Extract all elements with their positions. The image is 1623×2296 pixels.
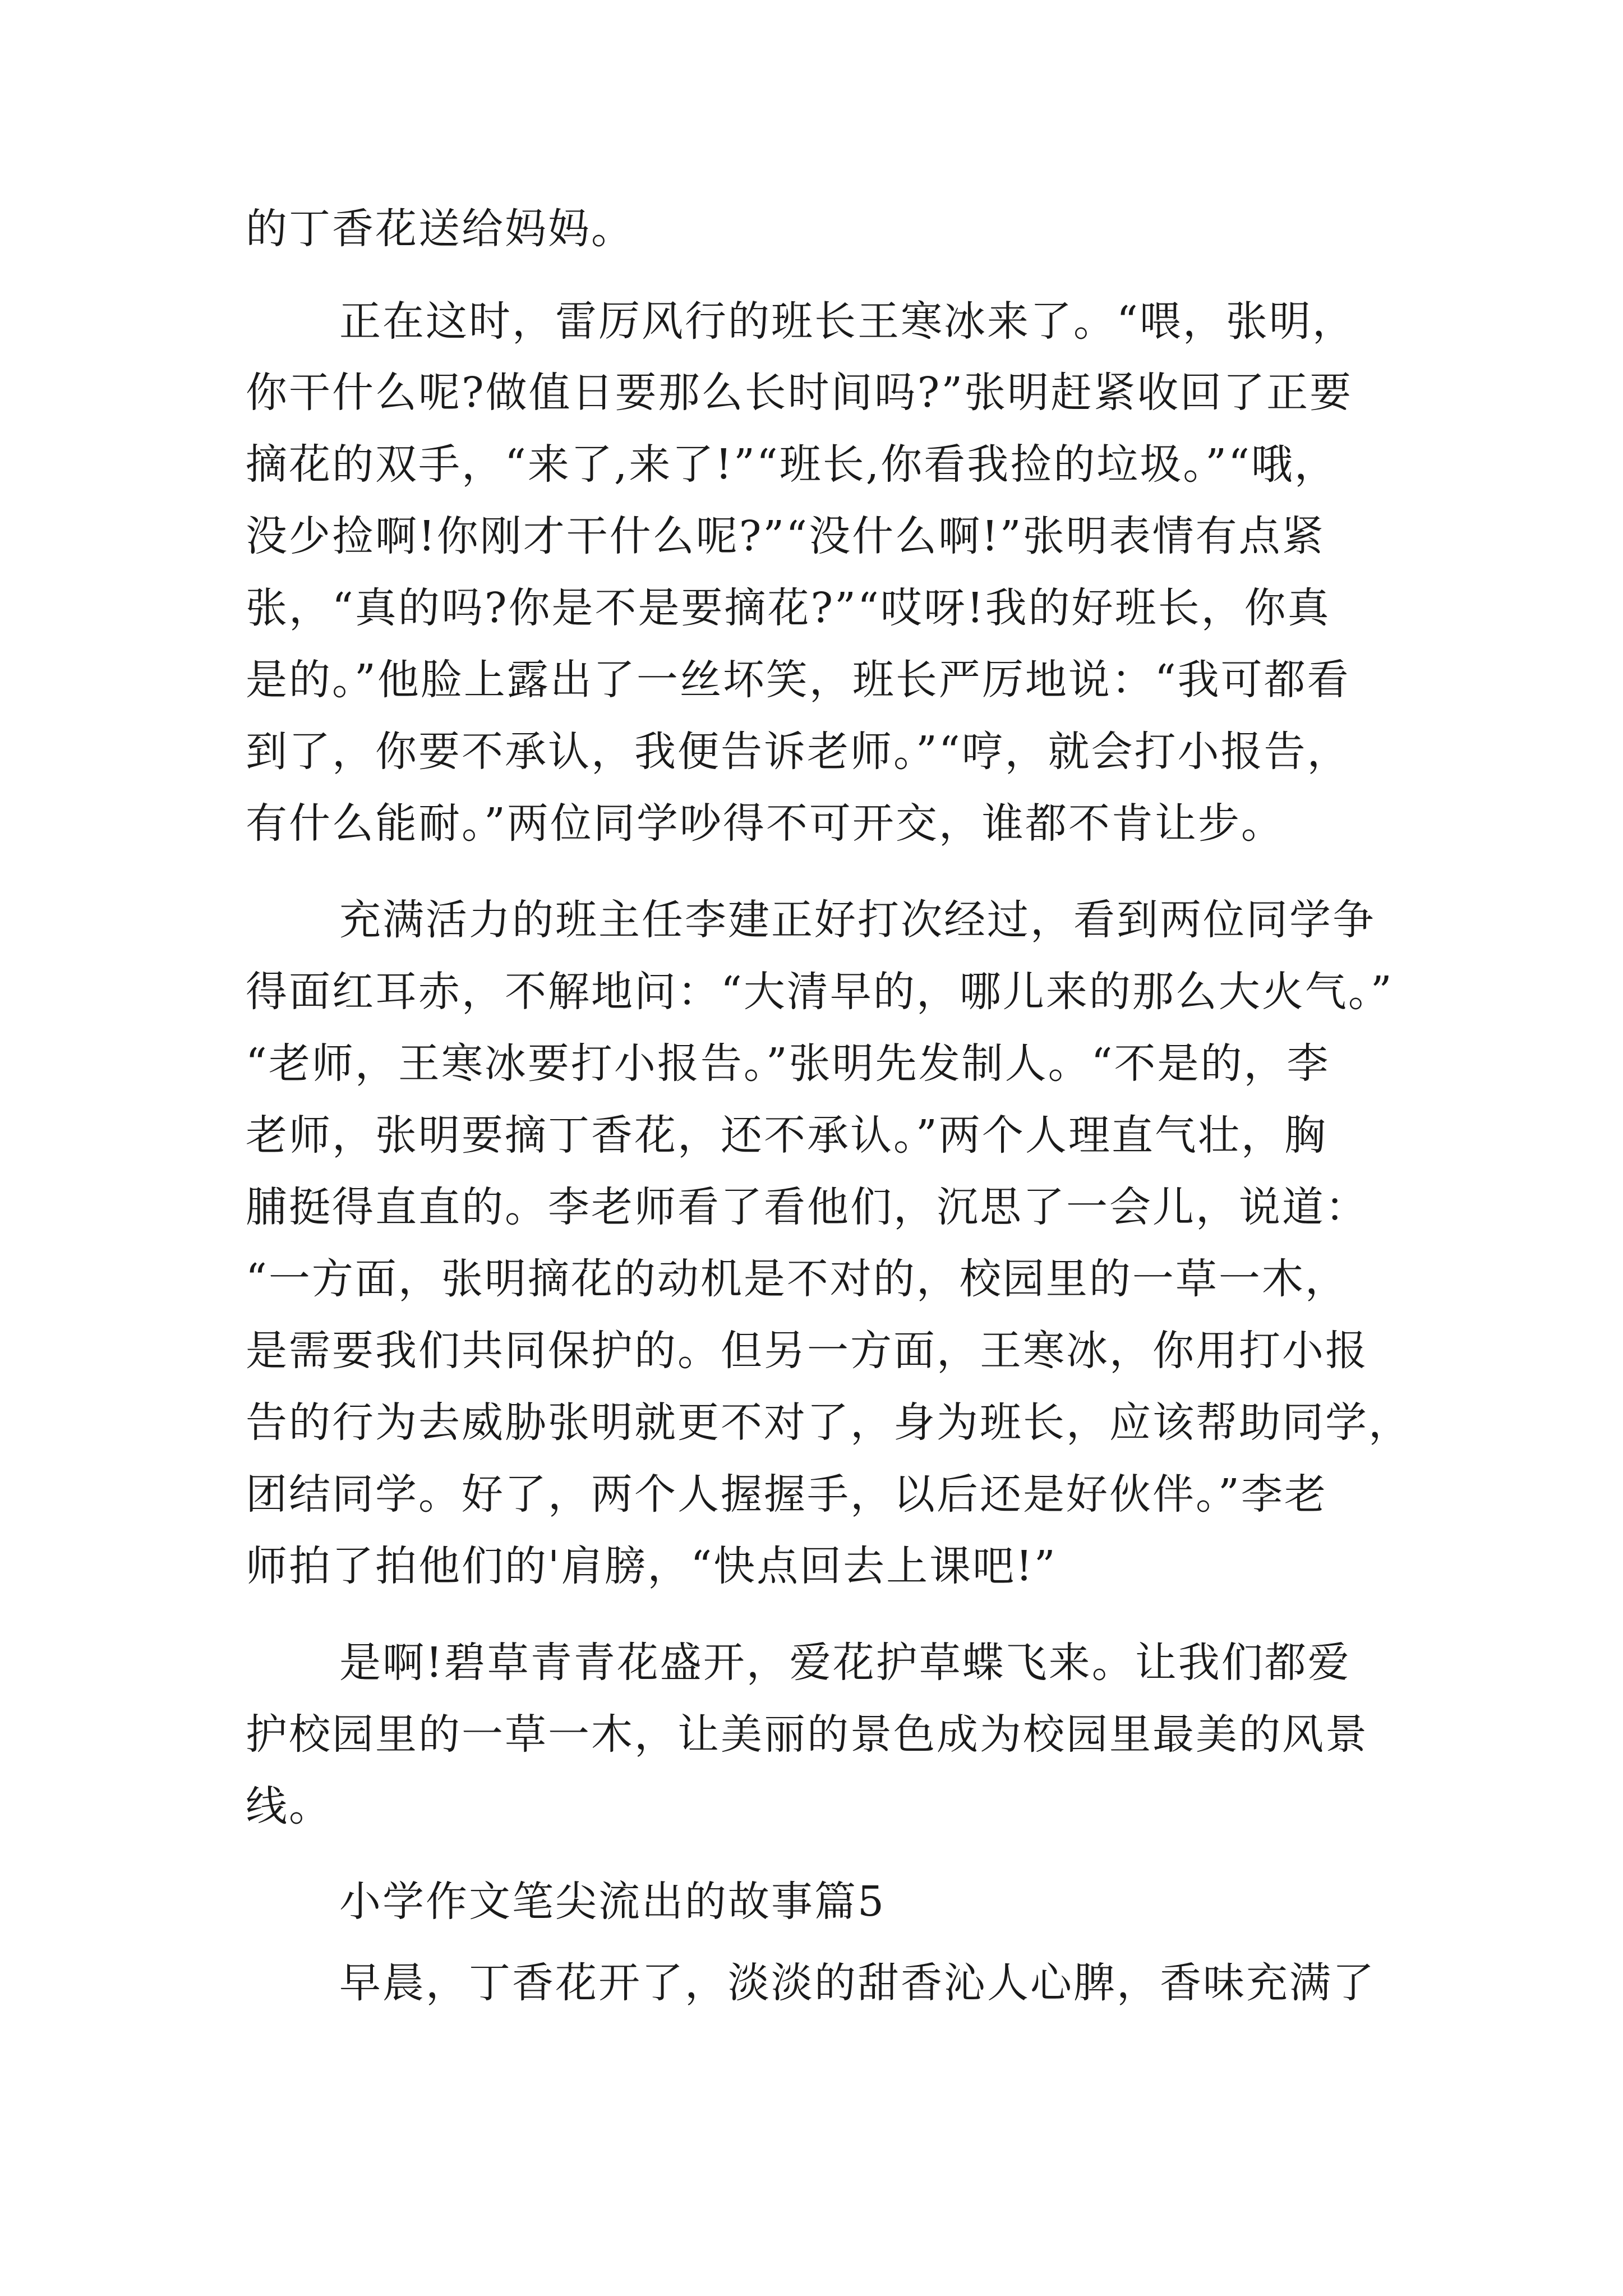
text-line: 护校园里的一草一木，让美丽的景色成为校园里最美的风景 bbox=[246, 1710, 1368, 1759]
paragraph-start-line: 充满活力的班主任李建正好打次经过，看到两位同学争 bbox=[339, 896, 1376, 944]
text-line: 师拍了拍他们的'肩膀，“快点回去上课吧!” bbox=[246, 1542, 1057, 1590]
text-line: 团结同学。好了，两个人握握手，以后还是好伙伴。”李老 bbox=[246, 1470, 1327, 1519]
text-line: 得面红耳赤，不解地问：“大清早的，哪儿来的那么大火气。” bbox=[246, 968, 1394, 1016]
text-line: 张，“真的吗?你是不是要摘花?”“哎呀!我的好班长，你真 bbox=[246, 584, 1331, 632]
section-heading: 小学作文笔尖流出的故事篇5 bbox=[339, 1878, 886, 1926]
text-line: 的丁香花送给妈妈。 bbox=[246, 205, 634, 253]
text-line: “老师，王寒冰要打小报告。”张明先发制人。“不是的，李 bbox=[246, 1039, 1330, 1088]
text-line: 告的行为去威胁张明就更不对了，身为班长，应该帮助同学， bbox=[246, 1398, 1412, 1447]
text-line: 你干什么呢?做值日要那么长时间吗?”张明赶紧收回了正要 bbox=[246, 369, 1353, 417]
text-line: “一方面，张明摘花的动机是不对的，校园里的一草一木， bbox=[246, 1255, 1348, 1303]
text-line: 摘花的双手，“来了,来了!”“班长,你看我捡的垃圾。”“哦， bbox=[246, 440, 1338, 489]
paragraph-start-line: 是啊!碧草青青花盛开，爱花护草蝶飞来。让我们都爱 bbox=[339, 1639, 1351, 1687]
paragraph-start-line: 早晨，丁香花开了，淡淡的甜香沁人心脾，香味充满了 bbox=[339, 1959, 1376, 2007]
text-line: 到了，你要不承认，我便告诉老师。”“哼，就会打小报告， bbox=[246, 728, 1350, 776]
text-line: 线。 bbox=[246, 1782, 332, 1830]
text-line: 是需要我们共同保护的。但另一方面，王寒冰，你用打小报 bbox=[246, 1327, 1368, 1375]
text-line: 老师，张明要摘丁香花，还不承认。”两个人理直气壮，胸 bbox=[246, 1111, 1327, 1159]
text-line: 脯挺得直直的。李老师看了看他们，沉思了一会儿，说道： bbox=[246, 1183, 1368, 1231]
text-line: 有什么能耐。”两位同学吵得不可开交，谁都不肯让步。 bbox=[246, 799, 1284, 848]
paragraph-start-line: 正在这时，雷厉风行的班长王寒冰来了。“喂，张明， bbox=[339, 297, 1355, 346]
text-line: 是的。”他脸上露出了一丝坏笑，班长严厉地说：“我可都看 bbox=[246, 656, 1350, 704]
text-line: 没少捡啊!你刚才干什么呢?”“没什么啊!”张明表情有点紧 bbox=[246, 512, 1325, 560]
